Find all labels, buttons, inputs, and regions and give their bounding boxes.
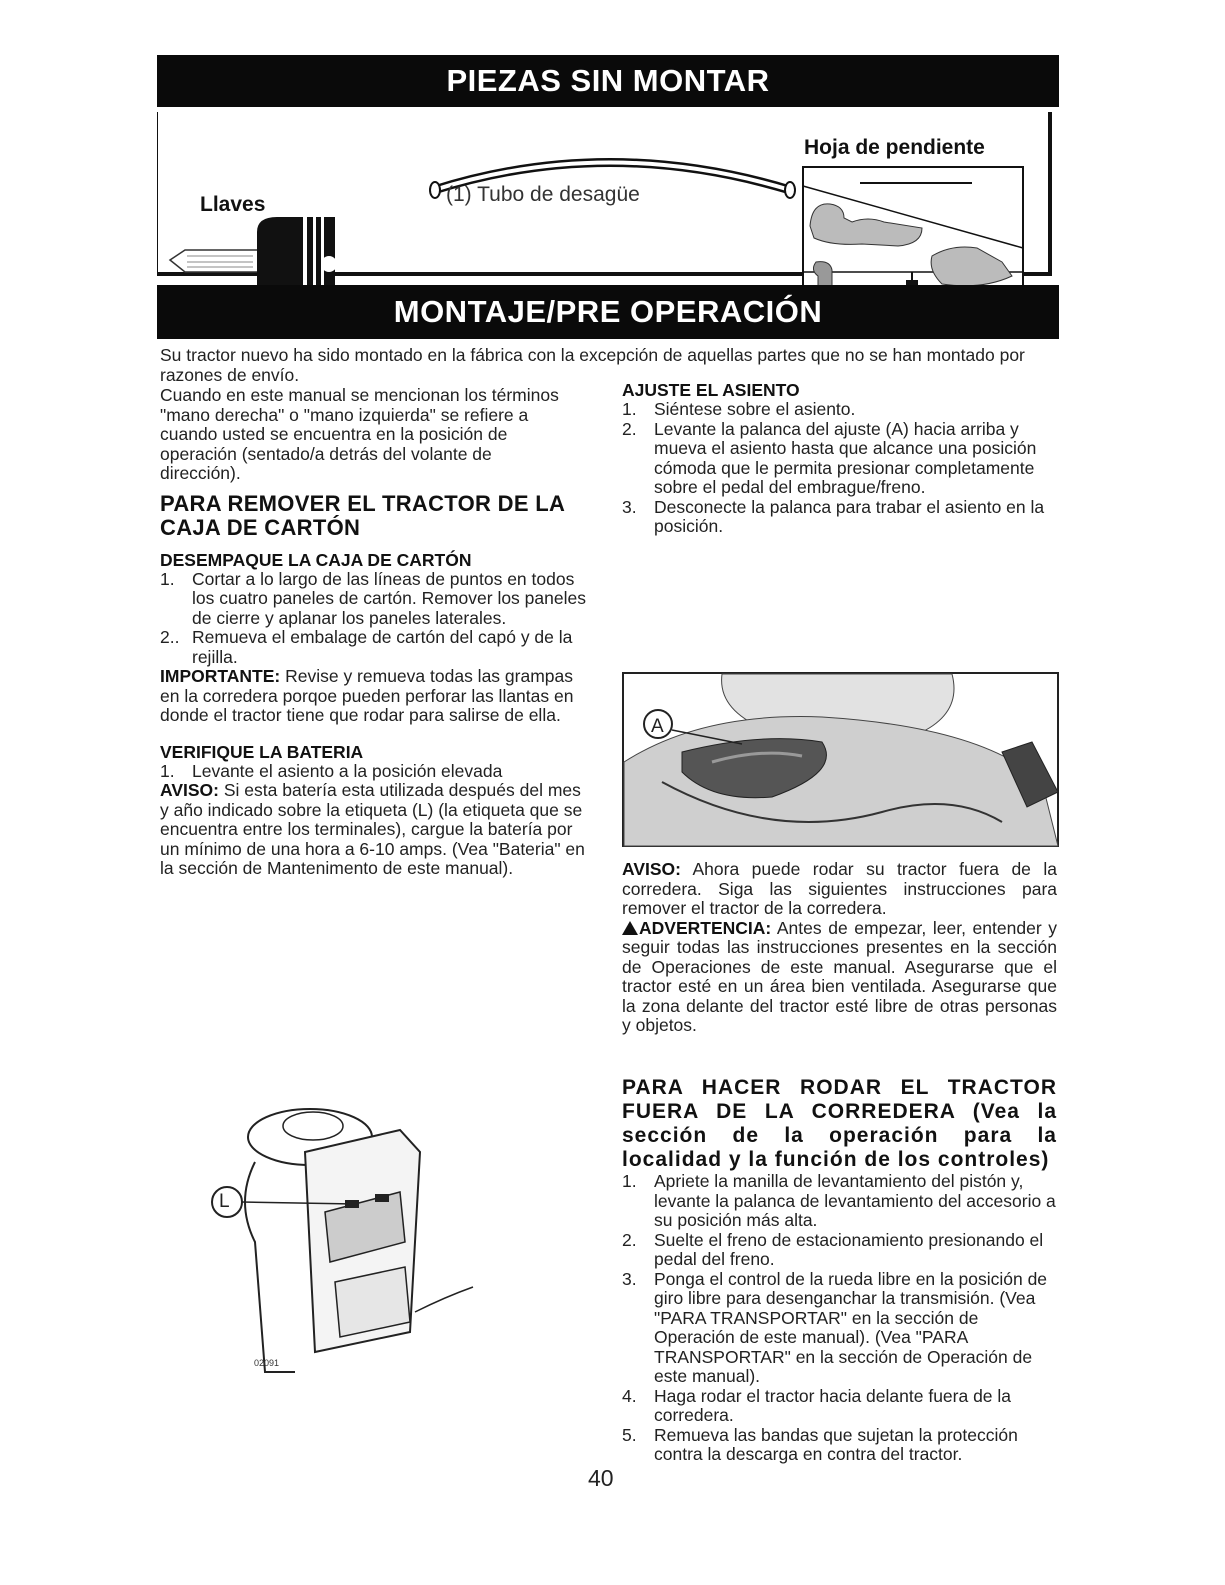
battery-figure — [195, 1082, 495, 1382]
left-column — [160, 386, 592, 879]
keys-title: Llaves — [200, 193, 266, 216]
list-item: 4. Haga rodar el tractor hacia delante fuera de la corredera. — [622, 1385, 1012, 1425]
battery-figure-label: L — [219, 1191, 230, 1212]
seat-steps — [622, 400, 1057, 537]
list-item: 1. Siéntese sobre el asiento. — [622, 399, 856, 419]
list-item: 1. Levante el asiento a la posición elevada — [160, 760, 503, 781]
intro-paragraph: Su tractor nuevo ha sido montado en la fábrica con la excepción de aquellas partes que no se han montado por razones de envío. — [160, 345, 1025, 385]
list-item: 3. Desconecte la palanca para trabar el asiento en la posición. — [622, 496, 1045, 536]
list-item: 1. Cortar a lo largo de las líneas de puntos en todos los cuatro paneles de cartón. Remover los paneles de cierre y aplanar los paneles laterales. — [160, 568, 586, 628]
drain-tube-caption: (1) Tubo de desagüe — [446, 183, 640, 206]
list-item: 2. Suelte el freno de estacionamiento presionando el pedal del freno. — [622, 1229, 1044, 1269]
banner-unassembled-parts: PIEZAS SIN MONTAR — [157, 55, 1059, 107]
slope-sheet-title: Hoja de pendiente — [804, 136, 985, 159]
list-item: 2. Levante la palanca del ajuste (A) hacia arriba y mueva el asiento hasta que alcance una posición cómoda que le permita presionar completamente sobre el pedal del embrague/freno. — [622, 418, 1037, 497]
roll-tractor-heading: PARA HACER RODAR EL TRACTOR FUERA DE LA CORREDERA (Vea la sección de la operación para la localidad y la función de los controles) — [622, 1076, 1057, 1171]
right-column-bottom — [622, 1076, 1057, 1465]
battery-figure-code: 02091 — [254, 1358, 280, 1368]
seat-adjust-heading: AJUSTE EL ASIENTO — [622, 380, 800, 400]
battery-aviso: AVISO: Si esta batería esta utilizada después del mes y año indicado sobre la etiqueta (L) (la etiqueta que se encuentra entre los terminales), cargue la batería por un mínimo de una hora a 6-10 amps. (Vea "Bateria" en la sección de Mantenimento de este manual). — [160, 780, 585, 878]
page-number: 40 — [588, 1465, 614, 1491]
hand-terms-paragraph: Cuando en este manual se mencionan los términos "mano derecha" o "mano izquierda" se refiere a cuando usted se encuentra en la posición de operación (sentado/a detrás del volante de dirección). — [160, 385, 559, 483]
list-item: 1. Apriete la manilla de levantamiento del pistón y, levante la palanca de levantamiento del accesorio a su posición más alta. — [622, 1171, 1056, 1230]
list-item: 2.. Remueva el embalage de cartón del capó y de la rejilla. — [160, 627, 573, 667]
warning-triangle-icon — [622, 921, 638, 935]
seat-adjust-figure — [622, 672, 1059, 847]
right-column-top — [622, 380, 1057, 537]
roll-steps — [622, 1172, 1057, 1465]
important-note: IMPORTANTE: Revise y remueva todas las grampas en la corredera porqoe pueden perforar las llantas en donde el tractor tiene que rodar para salirse de ella. — [160, 666, 574, 725]
seat-figure-label: A — [651, 716, 664, 737]
list-item: 5. Remueva las bandas que sujetan la protección contra la descarga en contra del tractor. — [622, 1424, 1018, 1464]
battery-steps — [160, 762, 592, 782]
right-column-middle — [622, 860, 1057, 1036]
remove-tractor-heading: PARA REMOVER EL TRACTOR DE LA CAJA DE CARTÓN — [160, 490, 565, 540]
unpack-heading: DESEMPAQUE LA CAJA DE CARTÓN — [160, 549, 472, 570]
banner-assembly-preoperation: MONTAJE/PRE OPERACIÓN — [157, 285, 1059, 339]
warning-paragraph: ADVERTENCIA: Antes de empezar, leer, entender y seguir todas las instrucciones presentes en la sección de Operaciones de este manual. Asegurarse que el tractor esté en un área bien ventilada. Asegurarse que la zona delante del tractor esté libre de otras personas y objetos. — [622, 917, 1057, 1035]
list-item: 3. Ponga el control de la rueda libre en la posición de giro libre para desenganchar la transmisión. (Vea "PARA TRANSPORTAR" en la sección de Operación de este manual). (Vea "PARA TRANSPORTAR" en la sección de Operación de este manual). — [622, 1268, 1048, 1386]
unpack-steps — [160, 570, 592, 668]
battery-heading: VERIFIQUE LA BATERIA — [160, 741, 364, 762]
roll-aviso: AVISO: Ahora puede rodar su tractor fuera de la corredera. Siga las siguientes instrucciones para remover el tractor de la corredera. — [622, 859, 1057, 918]
